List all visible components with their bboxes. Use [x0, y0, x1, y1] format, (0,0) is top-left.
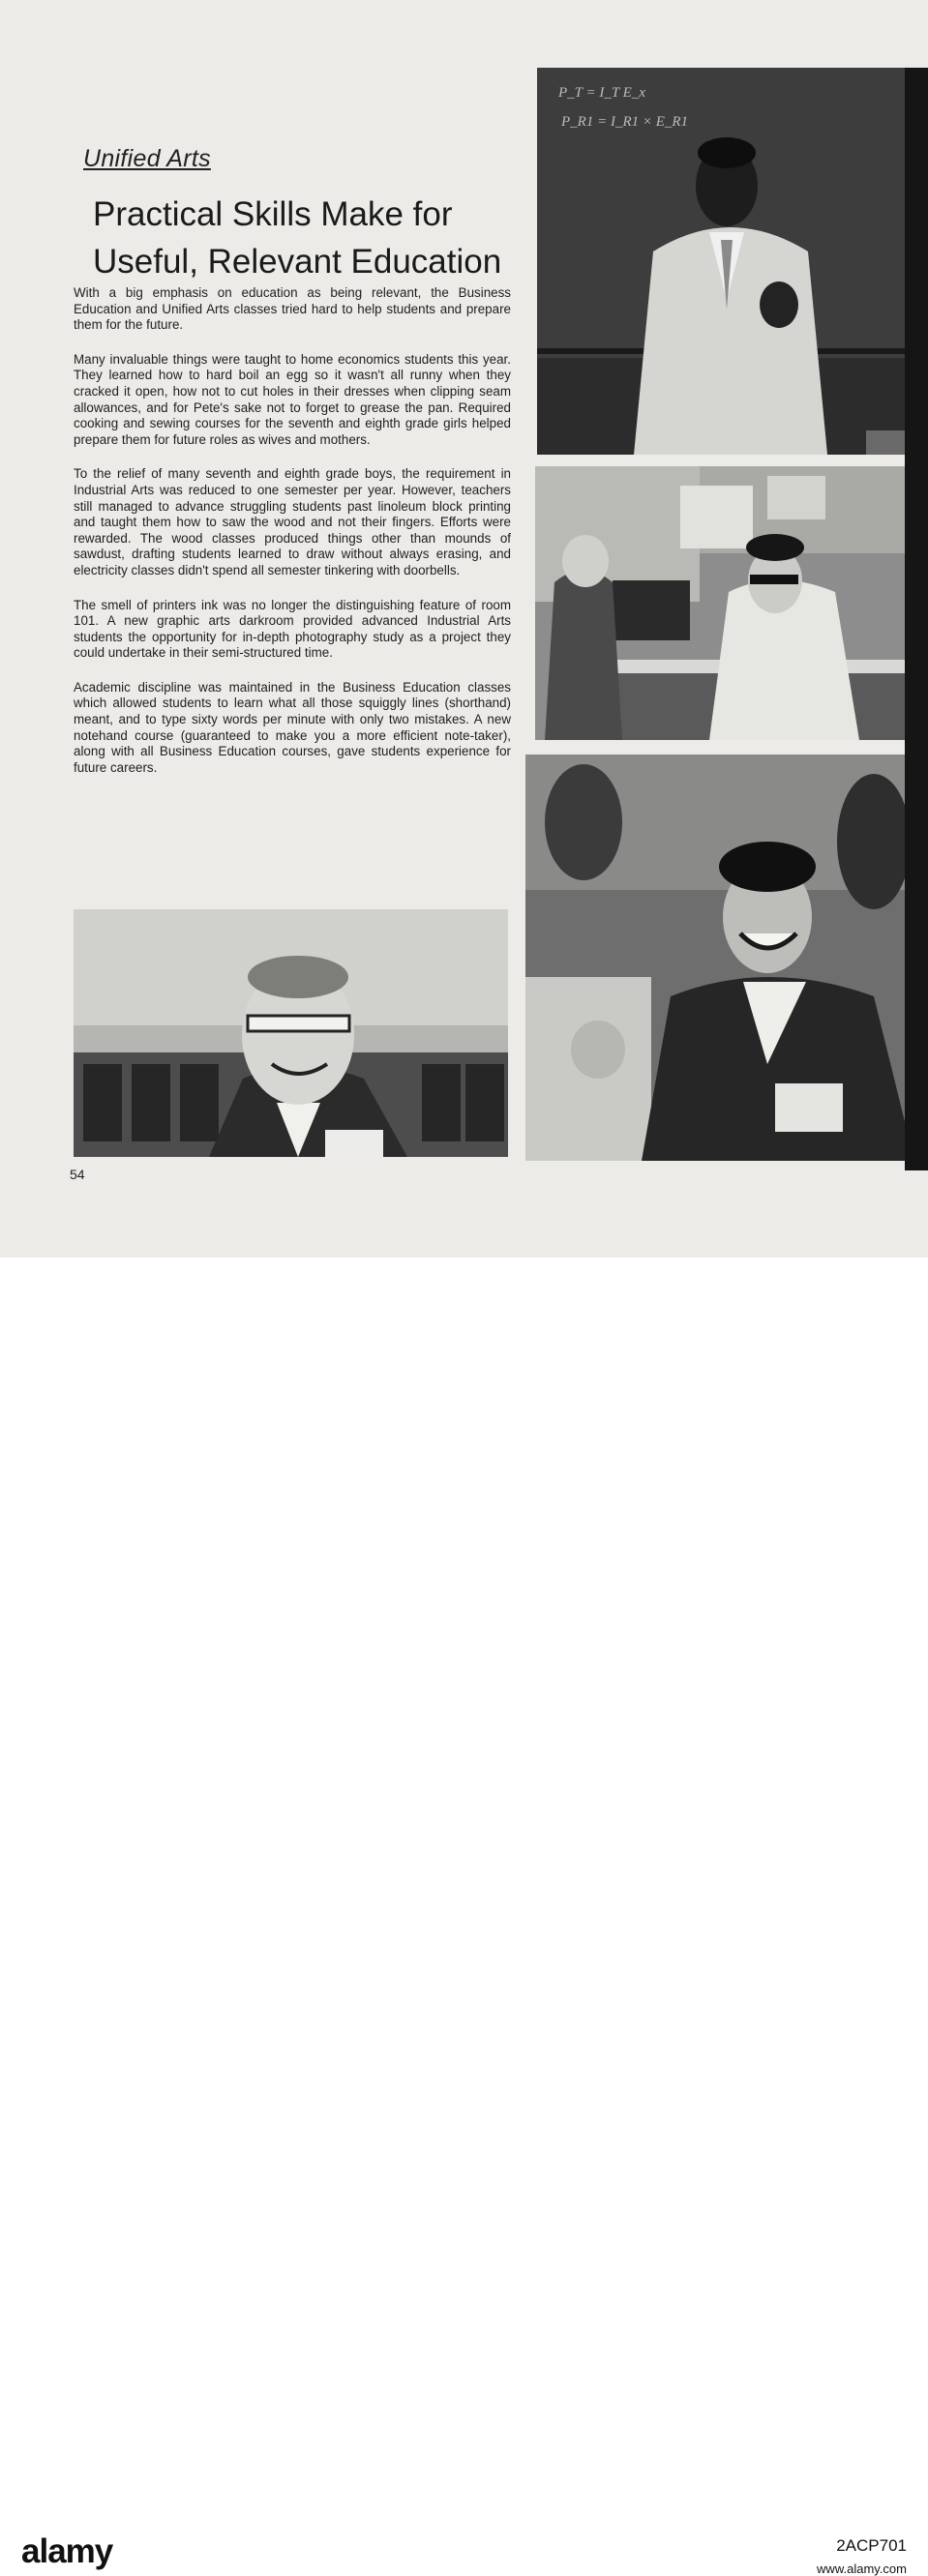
paragraph-industrial-arts: To the relief of many seventh and eighth grade boys, the requirement in Industrial Arts was reduced to one semester per year. However, teachers still managed to advance struggling students past linoleum block printing and taught them how to saw the wood and not their fingers. Efforts were rewarded. The wood classes produced things other than mounds of sawdust, drafting students learned to draw without always erasing, and electricity classes didn't spend all semester tinkering with doorbells.: [74, 466, 511, 577]
site-url: www.alamy.com: [817, 2561, 907, 2576]
paragraph-business-education: Academic discipline was maintained in the Business Education classes which allowed students to learn what all those squiggly lines (shorthand) meant, and to type sixty words per minute with only two mistakes. A new notehand course (guaranteed to make you a more efficient note-taker), along with all Business Education courses, gave students experience for future careers.: [74, 679, 511, 775]
blackboard-formula-2: P_R1 = I_R1 × E_R1: [561, 114, 689, 130]
photo-smiling-student: [525, 755, 914, 1161]
paragraph-home-economics: Many invaluable things were taught to home economics students this year. They learned how to hard boil an egg so it wasn't all runny when they cracked it open, how not to cut holes in their dresses when clipping seam allowances, and for Pete's sake not to forget to grease the pan. Required cooking and sewing courses for the seventh and eighth grade girls helped prepare them for future roles as wives and mothers.: [74, 351, 511, 447]
page-edge-shadow: [905, 68, 928, 1170]
image-id: 2ACP701: [836, 2536, 907, 2555]
watermark-footer: [0, 1258, 928, 2576]
yearbook-page: [0, 0, 928, 1258]
photo-teacher-blackboard: [537, 68, 914, 455]
section-label: Unified Arts: [83, 145, 211, 172]
page-number: 54: [70, 1167, 85, 1182]
article-body: [74, 285, 511, 794]
headline: Practical Skills Make for Useful, Relevant Education: [93, 195, 502, 281]
brand-logo: alamy: [21, 2532, 113, 2570]
photo-man-glasses: [74, 909, 508, 1157]
blackboard-formula-1: P_T = I_T E_x: [558, 85, 645, 101]
paragraph-graphic-arts: The smell of printers ink was no longer the distinguishing feature of room 101. A new graphic arts darkroom provided advanced Industrial Arts students the opportunity for in-depth photography study as a project they could undertake in their semi-structured time.: [74, 597, 511, 661]
paragraph-intro: With a big emphasis on education as being relevant, the Business Education and Unified Arts classes tried hard to help students and prepare them for the future.: [74, 285, 511, 333]
photo-students-desk: [535, 466, 914, 740]
